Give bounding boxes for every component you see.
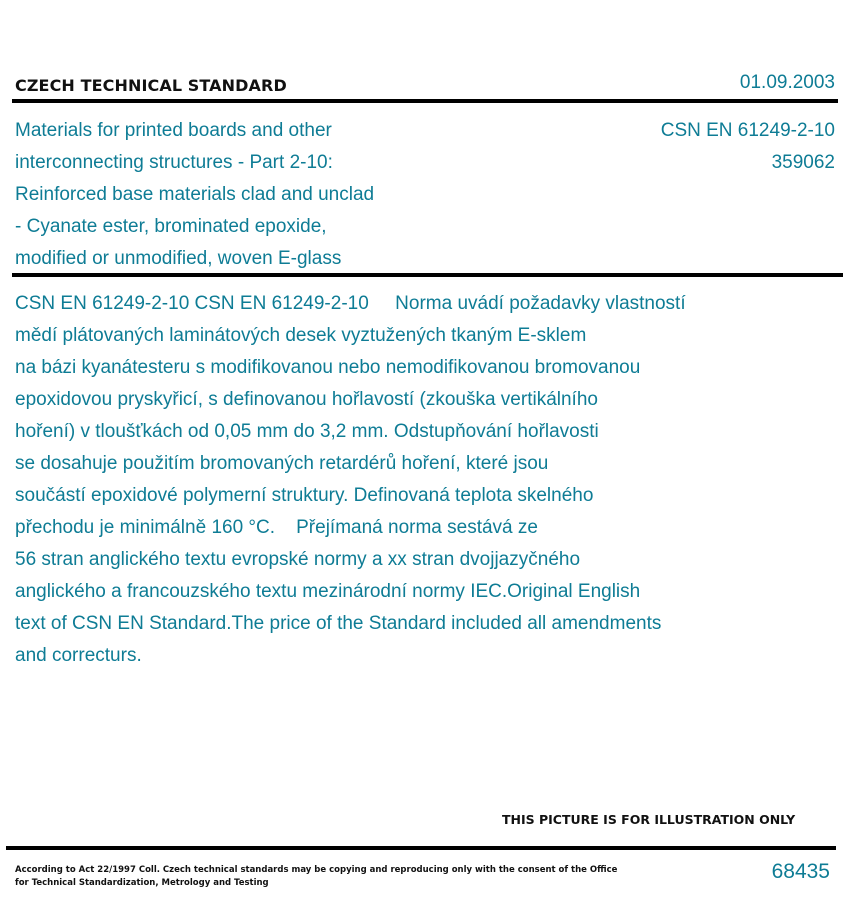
description-line: se dosahuje použitím bromovaných retardérů hoření, které jsou — [15, 453, 549, 474]
top-divider — [12, 99, 838, 103]
description-line: součástí epoxidové polymerní struktury. Definovaná teplota skelného — [15, 485, 594, 506]
description-line: přechodu je minimálně 160 °C. Přejímaná norma sestává ze — [15, 517, 538, 538]
description-line: epoxidovou pryskyřicí, s definovanou hořlavostí (zkouška vertikálního — [15, 389, 598, 410]
legal-notice-line: for Technical Standardization, Metrology and Testing — [15, 878, 269, 888]
description-line: CSN EN 61249-2-10 CSN EN 61249-2-10 Norma uvádí požadavky vlastností — [15, 293, 686, 314]
description-line: na bázi kyanátesteru s modifikovanou nebo nemodifikovanou bromovanou — [15, 357, 641, 378]
document-number: 68435 — [771, 860, 830, 883]
title-line: Reinforced base materials clad and unclad — [15, 184, 375, 205]
description-line: 56 stran anglického textu evropské normy a xx stran dvojjazyčného — [15, 549, 581, 570]
description-line: and correcturs. — [15, 645, 142, 666]
standard-title — [15, 115, 445, 275]
middle-divider — [12, 273, 843, 277]
illustration-disclaimer: THIS PICTURE IS FOR ILLUSTRATION ONLY — [502, 812, 796, 827]
publication-date: 01.09.2003 — [739, 72, 835, 93]
title-line: - Cyanate ester, brominated epoxide, — [15, 216, 327, 237]
standard-description — [15, 288, 835, 672]
legal-notice — [15, 864, 618, 890]
description-line: anglického a francouzského textu mezinárodní normy IEC.Original English — [15, 581, 641, 602]
description-line: mědí plátovaných laminátových desek vyztužených tkaným E-sklem — [15, 325, 587, 346]
title-line: interconnecting structures - Part 2-10: — [15, 152, 333, 173]
title-line: Materials for printed boards and other — [15, 120, 332, 141]
catalog-number: 359062 — [771, 152, 835, 173]
legal-notice-line: According to Act 22/1997 Coll. Czech technical standards may be copying and reproducing only with the consent of the Office — [15, 865, 618, 875]
bottom-divider — [6, 846, 836, 850]
title-line: modified or unmodified, woven E-glass — [15, 248, 342, 269]
standard-code: CSN EN 61249-2-10 — [660, 120, 835, 141]
description-line: text of CSN EN Standard.The price of the Standard included all amendments — [15, 613, 662, 634]
description-line: hoření) v tloušťkách od 0,05 mm do 3,2 mm. Odstupňování hořlavosti — [15, 421, 599, 442]
standard-codes — [661, 115, 835, 179]
document-type-label: CZECH TECHNICAL STANDARD — [15, 76, 287, 95]
